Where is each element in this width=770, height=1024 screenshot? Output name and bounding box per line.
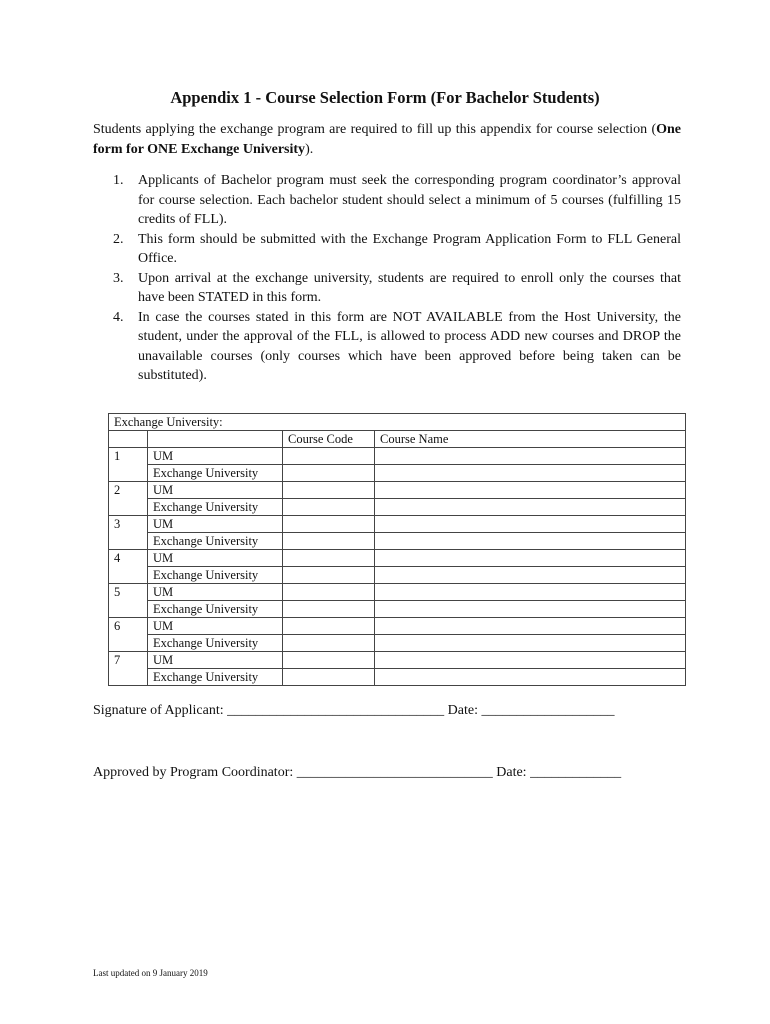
intro-paragraph bbox=[93, 120, 681, 160]
course-code-cell[interactable] bbox=[283, 516, 375, 533]
course-selection-table bbox=[108, 413, 686, 686]
intro-end: ). bbox=[305, 142, 314, 157]
course-code-cell[interactable] bbox=[283, 618, 375, 635]
table-row bbox=[109, 533, 686, 550]
instruction-item bbox=[93, 308, 681, 386]
course-code-cell[interactable] bbox=[283, 567, 375, 584]
table-header-row bbox=[109, 414, 686, 431]
row-number: 3 bbox=[109, 516, 148, 550]
um-label: UM bbox=[148, 584, 283, 601]
course-code-cell[interactable] bbox=[283, 669, 375, 686]
table-row bbox=[109, 550, 686, 567]
instruction-text: This form should be submitted with the Exchange Program Application Form to FLL General Office. bbox=[138, 231, 681, 266]
course-name-cell[interactable] bbox=[375, 448, 686, 465]
course-name-cell[interactable] bbox=[375, 482, 686, 499]
exchange-university-label: Exchange University bbox=[148, 465, 283, 482]
column-header-course-name: Course Name bbox=[375, 431, 686, 448]
table-row bbox=[109, 465, 686, 482]
exchange-university-label: Exchange University bbox=[148, 533, 283, 550]
course-code-cell[interactable] bbox=[283, 465, 375, 482]
course-code-cell[interactable] bbox=[283, 635, 375, 652]
coordinator-approval-line[interactable]: Approved by Program Coordinator: ____________________________ Date: _____________ bbox=[93, 765, 622, 780]
page-title: Appendix 1 - Course Selection Form (For Bachelor Students) bbox=[170, 88, 600, 107]
row-number: 5 bbox=[109, 584, 148, 618]
table-row bbox=[109, 652, 686, 669]
instruction-text: In case the courses stated in this form are NOT AVAILABLE from the Host University, the student, under the approval of the FLL, is allowed to process ADD new courses and DROP the unavailable courses (only courses which have been approved before being taken can be substituted). bbox=[138, 309, 681, 383]
column-header-course-code: Course Code bbox=[283, 431, 375, 448]
course-name-cell[interactable] bbox=[375, 652, 686, 669]
instruction-item bbox=[93, 230, 681, 269]
instruction-number: 4. bbox=[113, 309, 124, 325]
table-row bbox=[109, 669, 686, 686]
instruction-number: 3. bbox=[113, 270, 124, 286]
course-name-cell[interactable] bbox=[375, 499, 686, 516]
um-label: UM bbox=[148, 448, 283, 465]
table-row bbox=[109, 516, 686, 533]
row-number: 2 bbox=[109, 482, 148, 516]
um-label: UM bbox=[148, 550, 283, 567]
instruction-number: 1. bbox=[113, 173, 124, 188]
table-row bbox=[109, 482, 686, 499]
row-number: 4 bbox=[109, 550, 148, 584]
exchange-university-header: Exchange University: bbox=[109, 414, 686, 431]
course-code-cell[interactable] bbox=[283, 499, 375, 516]
applicant-signature-line[interactable]: Signature of Applicant: _______________________________ Date: ___________________ bbox=[93, 703, 615, 718]
instruction-number: 2. bbox=[113, 231, 124, 247]
course-code-cell[interactable] bbox=[283, 584, 375, 601]
course-name-cell[interactable] bbox=[375, 465, 686, 482]
instruction-item bbox=[93, 269, 681, 308]
exchange-university-label: Exchange University bbox=[148, 499, 283, 516]
course-name-cell[interactable] bbox=[375, 516, 686, 533]
course-code-cell[interactable] bbox=[283, 533, 375, 550]
course-name-cell[interactable] bbox=[375, 533, 686, 550]
um-label: UM bbox=[148, 482, 283, 499]
course-name-cell[interactable] bbox=[375, 669, 686, 686]
course-code-cell[interactable] bbox=[283, 601, 375, 618]
exchange-university-label: Exchange University bbox=[148, 567, 283, 584]
row-number: 1 bbox=[109, 448, 148, 482]
course-name-cell[interactable] bbox=[375, 635, 686, 652]
exchange-university-label: Exchange University bbox=[148, 669, 283, 686]
table-row bbox=[109, 618, 686, 635]
table-row bbox=[109, 499, 686, 516]
instruction-text: Applicants of Bachelor program must seek the corresponding program coordinator’s approval for course selection. Each bachelor student should select a minimum of 5 courses (fulfilling 15 credits of FLL). bbox=[138, 173, 681, 227]
course-code-cell[interactable] bbox=[283, 652, 375, 669]
row-number: 7 bbox=[109, 652, 148, 686]
intro-bold-text: One form for ONE Exchange University bbox=[93, 122, 681, 157]
intro-text: Students applying the exchange program are required to fill up this appendix for course selection ( bbox=[93, 122, 657, 137]
course-name-cell[interactable] bbox=[375, 550, 686, 567]
course-name-cell[interactable] bbox=[375, 601, 686, 618]
table-row bbox=[109, 601, 686, 618]
course-code-cell[interactable] bbox=[283, 448, 375, 465]
course-name-cell[interactable] bbox=[375, 567, 686, 584]
course-code-cell[interactable] bbox=[283, 482, 375, 499]
exchange-university-label: Exchange University bbox=[148, 601, 283, 618]
course-name-cell[interactable] bbox=[375, 618, 686, 635]
exchange-university-label: Exchange University bbox=[148, 635, 283, 652]
table-row bbox=[109, 584, 686, 601]
table-row bbox=[109, 635, 686, 652]
um-label: UM bbox=[148, 618, 283, 635]
um-label: UM bbox=[148, 652, 283, 669]
column-header-blank bbox=[148, 431, 283, 448]
course-code-cell[interactable] bbox=[283, 550, 375, 567]
table-row bbox=[109, 448, 686, 465]
course-name-cell[interactable] bbox=[375, 584, 686, 601]
last-updated-note: Last updated on 9 January 2019 bbox=[93, 968, 208, 978]
instruction-item bbox=[93, 171, 681, 230]
row-number: 6 bbox=[109, 618, 148, 652]
column-header-blank bbox=[109, 431, 148, 448]
course-rows bbox=[109, 448, 686, 686]
instructions-list bbox=[93, 171, 681, 386]
table-row bbox=[109, 567, 686, 584]
table-columns-row bbox=[109, 431, 686, 448]
um-label: UM bbox=[148, 516, 283, 533]
instruction-text: Upon arrival at the exchange university, students are required to enroll only the courses that have been STATED in this form. bbox=[138, 270, 681, 305]
